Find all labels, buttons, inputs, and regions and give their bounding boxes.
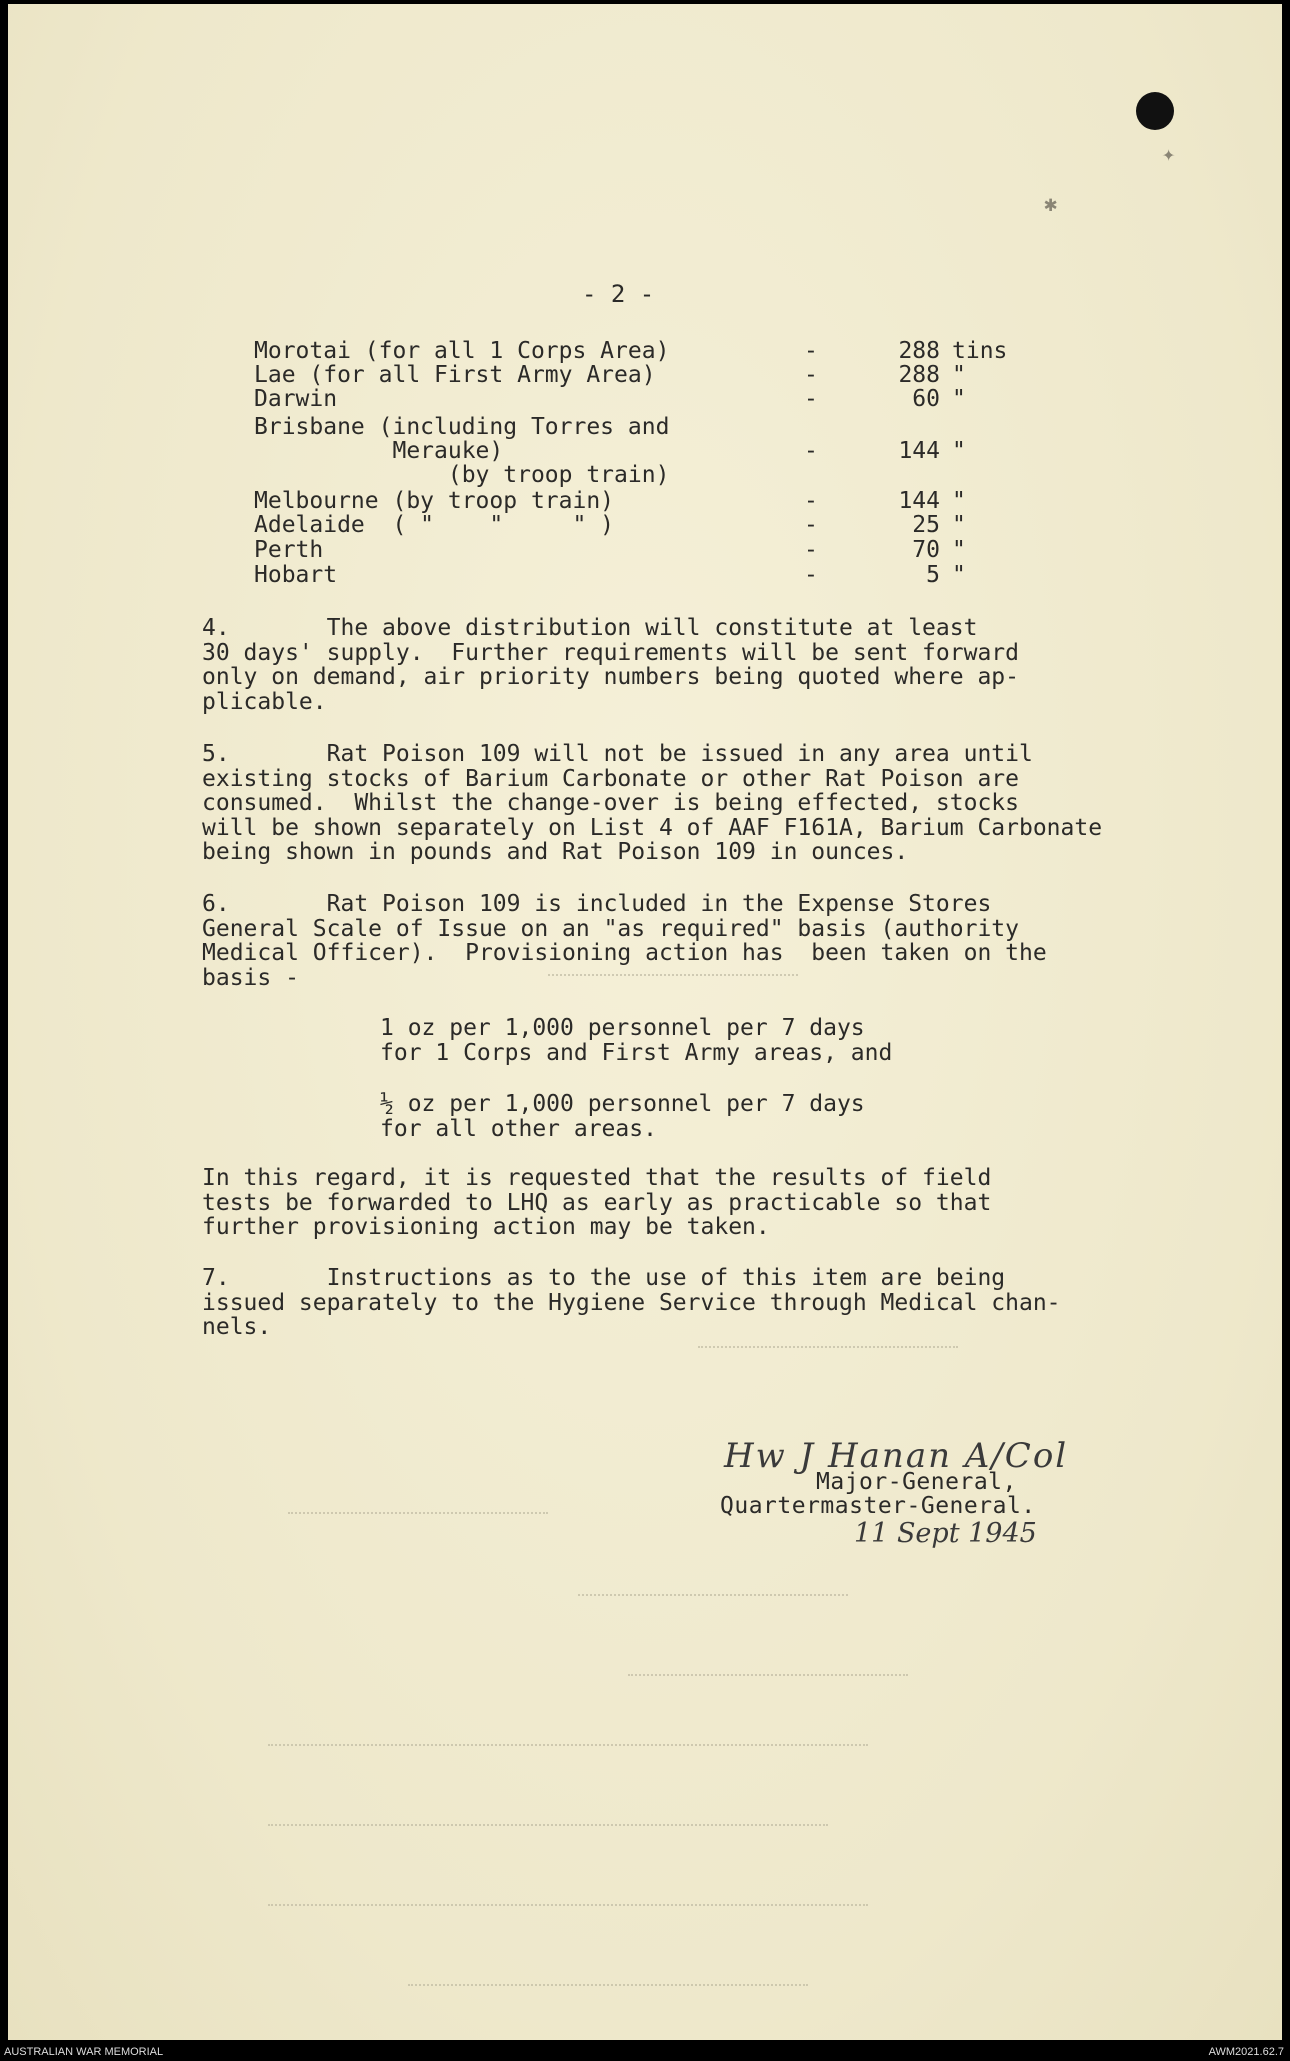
scale-line-1: 1 oz per 1,000 personnel per 7 days for 1 Corps and First Army areas, and: [380, 1015, 893, 1066]
distribution-dash: -: [804, 338, 818, 364]
distribution-place: (by troop train): [254, 462, 670, 488]
distribution-quantity: 25: [912, 512, 940, 538]
distribution-unit: ": [952, 386, 966, 412]
distribution-row: [8, 488, 1282, 513]
distribution-place: Melbourne (by troop train): [254, 488, 615, 514]
distribution-place: Darwin: [254, 386, 338, 412]
distribution-row: [8, 338, 1282, 363]
distribution-place: Morotai (for all 1 Corps Area): [254, 338, 670, 364]
bleed-through-mark: [578, 1594, 848, 1596]
distribution-unit: ": [952, 438, 966, 464]
distribution-dash: -: [804, 488, 818, 514]
distribution-quantity: 288: [898, 338, 940, 364]
bleed-through-mark: [698, 1346, 958, 1348]
distribution-dash: -: [804, 362, 818, 388]
page-number: - 2 -: [582, 280, 655, 308]
bleed-through-mark: [268, 1904, 868, 1906]
distribution-dash: -: [804, 562, 818, 588]
distribution-unit: ": [952, 562, 966, 588]
punch-hole: [1136, 92, 1174, 130]
paragraph-6: 6. Rat Poison 109 is included in the Expense Stores General Scale of Issue on an "as required" basis (authority Medical Officer). Provisioning action has been taken on the basis -: [202, 891, 1047, 991]
distribution-quantity: 288: [898, 362, 940, 388]
document-page: [8, 4, 1282, 2040]
distribution-row: [8, 462, 1282, 487]
bleed-through-mark: [268, 1824, 828, 1826]
ink-smudge: ✦: [1162, 142, 1176, 167]
distribution-place: Lae (for all First Army Area): [254, 362, 656, 388]
distribution-row: [8, 414, 1282, 439]
bleed-through-mark: [548, 974, 798, 976]
distribution-dash: -: [804, 512, 818, 538]
bleed-through-mark: [628, 1674, 908, 1676]
distribution-place: Merauke): [254, 438, 504, 464]
bleed-through-mark: [288, 1512, 548, 1514]
handwritten-signature: Hw J Hanan A/Col: [724, 1436, 1069, 1476]
distribution-quantity: 60: [912, 386, 940, 412]
distribution-dash: -: [804, 537, 818, 563]
distribution-quantity: 70: [912, 537, 940, 563]
distribution-unit: tins: [952, 338, 1008, 364]
scale-line-2: ½ oz per 1,000 personnel per 7 days for all other areas.: [380, 1091, 865, 1142]
signature-title-position: Quartermaster-General.: [720, 1493, 1036, 1519]
distribution-row: [8, 438, 1282, 463]
distribution-unit: ": [952, 512, 966, 538]
distribution-unit: ": [952, 488, 966, 514]
distribution-quantity: 5: [926, 562, 940, 588]
paragraph-regard: In this regard, it is requested that the results of field tests be forwarded to LHQ as early as practicable so that further provisioning action may be taken.: [202, 1165, 992, 1240]
distribution-quantity: 144: [898, 488, 940, 514]
paragraph-5: 5. Rat Poison 109 will not be issued in any area until existing stocks of Barium Carbonate or other Rat Poison are consumed. Whilst the change-over is being effected, stocks will be shown separately on List 4 of AAF F161A, Barium Carbonate being shown in pounds and Rat Poison 109 in ounces.: [202, 741, 1103, 865]
footer-left: AUSTRALIAN WAR MEMORIAL: [4, 2046, 164, 2058]
handwritten-date: 11 Sept 1945: [854, 1518, 1037, 1549]
distribution-place: Hobart: [254, 562, 338, 588]
distribution-quantity: 144: [898, 438, 940, 464]
paragraph-4: 4. The above distribution will constitute at least 30 days' supply. Further requirements will be sent forward only on demand, air priority numbers being quoted where ap- plicable.: [202, 615, 1019, 715]
distribution-unit: ": [952, 362, 966, 388]
distribution-dash: -: [804, 438, 818, 464]
distribution-row: [8, 386, 1282, 411]
distribution-row: [8, 537, 1282, 562]
distribution-dash: -: [804, 386, 818, 412]
distribution-place: Brisbane (including Torres and: [254, 414, 670, 440]
distribution-unit: ": [952, 537, 966, 563]
distribution-row: [8, 512, 1282, 537]
signature-title-rank: Major-General,: [816, 1469, 1017, 1495]
footer-right: AWM2021.62.7: [1208, 2046, 1284, 2058]
distribution-place: Perth: [254, 537, 324, 563]
bleed-through-mark: [268, 1744, 868, 1746]
ink-smudge: ✱: [1044, 192, 1058, 217]
distribution-row: [8, 562, 1282, 587]
bleed-through-mark: [408, 1984, 808, 1986]
distribution-place: Adelaide ( " " " ): [254, 512, 615, 538]
paragraph-7: 7. Instructions as to the use of this item are being issued separately to the Hygiene Service through Medical chan- nels.: [202, 1265, 1061, 1340]
distribution-row: [8, 362, 1282, 387]
